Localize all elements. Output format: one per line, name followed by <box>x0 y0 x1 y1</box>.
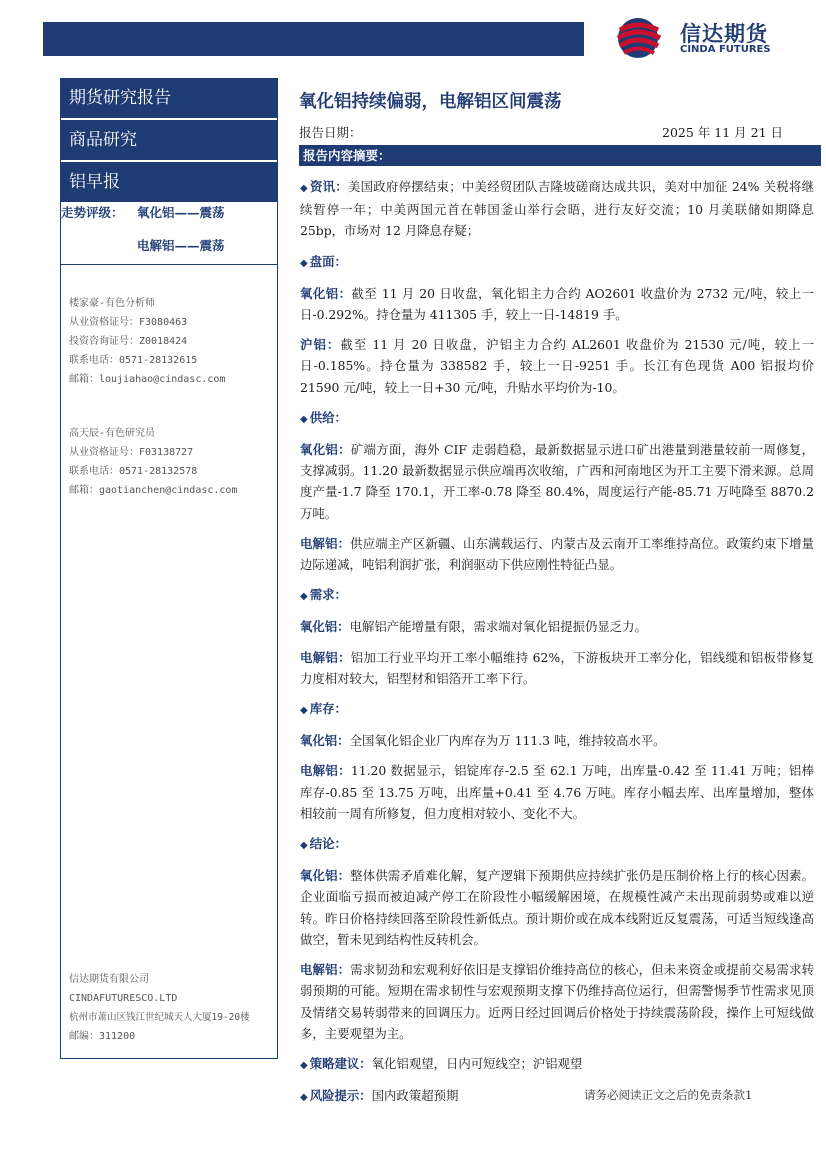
sidebar-block-category: 商品研究 <box>61 120 277 160</box>
analyst-1-name: 楼家豪-有色分析师 <box>69 298 156 309</box>
inventory-heading: 库存： <box>309 701 347 717</box>
market-al-label: 沪铝： <box>300 337 341 353</box>
supply-el-text: 供应端主产区新疆、山东满载运行、内蒙古及云南开工率维持高位。政策约束下增量边际递减，吨铝利润扩张，利润驱动下供应刚性特征凸显。 <box>300 535 815 573</box>
demand-el <box>300 647 814 689</box>
report-date-label: 报告日期： <box>299 125 362 140</box>
inventory-el-label: 电解铝： <box>300 763 351 779</box>
sidebar-block-report-name: 铝早报 <box>61 162 277 202</box>
section-strategy <box>300 1053 814 1076</box>
analyst-1-consult-license: 投资咨询证号：Z0018424 <box>69 336 188 347</box>
section-market-heading <box>300 251 814 274</box>
market-al <box>300 334 814 398</box>
analyst-1 <box>69 294 225 389</box>
diamond-bullet-icon: ◆ <box>300 183 308 194</box>
diamond-bullet-icon: ◆ <box>300 705 308 717</box>
section-conclusion-heading <box>300 833 814 856</box>
inventory-alumina <box>300 730 814 751</box>
supply-el <box>300 533 814 575</box>
inventory-alumina-text: 全国氧化铝企业厂内库存为万 111.3 吨，维持较高水平。 <box>349 733 666 749</box>
diamond-bullet-icon: ◆ <box>300 413 308 425</box>
company-address: 杭州市萧山区钱江世纪城天人大厦19-20楼 <box>69 1012 250 1023</box>
analyst-2-license: 从业资格证号：F03138727 <box>69 447 194 458</box>
supply-el-label: 电解铝： <box>300 535 351 551</box>
analyst-1-email: 邮箱：loujiahao@cindasc.com <box>69 374 226 385</box>
company-info <box>69 970 279 1046</box>
analyst-1-license: 从业资格证号：F3080463 <box>69 317 188 328</box>
supply-alumina-label: 氧化铝： <box>300 442 351 458</box>
inventory-alumina-label: 氧化铝： <box>300 733 350 749</box>
sidebar <box>60 78 278 1059</box>
supply-heading: 供给： <box>309 409 347 425</box>
analyst-2 <box>69 424 237 500</box>
report-content <box>300 176 814 1117</box>
logo-text-en: CINDA FUTURES <box>680 44 771 55</box>
conclusion-el <box>300 959 814 1044</box>
section-demand-heading <box>300 584 814 607</box>
news-text: 美国政府停摆结束；中美经贸团队吉隆坡磋商达成共识，美对中加征 24% 关税将继续暂停一年；中美两国元首在韩国釜山举行会晤，进行友好交流；10 月美联储如期降息 25bp，市场对 12 月降息存疑； <box>300 179 815 239</box>
header-bar <box>43 22 584 56</box>
supply-alumina <box>300 439 814 524</box>
strategy-heading: 策略建议： <box>309 1055 372 1071</box>
logo-globe-icon <box>606 16 670 60</box>
risk-text: 国内政策超预期 <box>371 1088 459 1104</box>
conclusion-heading: 结论： <box>309 836 347 852</box>
diamond-bullet-icon: ◆ <box>300 1092 308 1104</box>
analyst-2-phone: 联系电话：0571-28132578 <box>69 466 198 477</box>
risk-heading: 风险提示： <box>309 1088 372 1104</box>
report-title: 氧化铝持续偏弱，电解铝区间震荡 <box>299 92 562 112</box>
rating-alumina: 氧化铝——震荡 <box>137 205 225 220</box>
sidebar-block-report-type: 期货研究报告 <box>61 78 277 118</box>
analyst-2-name: 高天辰-有色研究员 <box>69 428 156 439</box>
market-al-text: 截至 11 月 20 日收盘，沪铝主力合约 AL2601 收盘价为 21530 元/吨，较上一日-0.185%。持仓量为 338582 手，较上一日-9251 手。长江有色现货 A00 铝报均价 21590 元/吨，较上一日+30 元/吨，升贴水平均价为-10。 <box>300 337 815 395</box>
demand-alumina-text: 电解铝产能增量有限，需求端对氧化铝提振仍显乏力。 <box>349 619 647 635</box>
company-name-en: CINDAFUTURESCO.LTD <box>69 993 178 1004</box>
report-date: 2025 年 11 月 21 日 <box>662 125 783 140</box>
section-news <box>300 176 814 242</box>
demand-el-text: 铝加工行业平均开工率小幅维持 62%，下游板块开工率分化，铝线缆和铝板带修复力度相对较大，铝型材和铝箔开工率下行。 <box>300 649 814 686</box>
inventory-el-text: 11.20 数据显示，铝锭库存-2.5 至 62.1 万吨，出库量-0.42 至 11.41 万吨；铝棒库存-0.85 至 13.75 万吨，出库量+0.41 至 4.76 万吨。库存小幅去库、出库量增加，整体相较前一周有所修复，但力度相对较小、变化不大。 <box>300 763 814 821</box>
diamond-bullet-icon: ◆ <box>300 840 308 852</box>
strategy-text: 氧化铝观望，日内可短线空；沪铝观望 <box>371 1055 583 1071</box>
conclusion-alumina-text: 整体供需矛盾难化解，复产逻辑下预期供应持续扩张仍是压制价格上行的核心因素。企业面临亏损而被迫减产停工在阶段性小幅缓解困境，在规模性减产未出现前弱势或难以逆转。昨日价格持续回落至阶段性新低点。预计期价或在成本线附近反复震荡，可适当短线逢高做空，暂未见到结构性反转机会。 <box>300 868 815 947</box>
inventory-el <box>300 760 814 824</box>
company-postcode: 邮编：311200 <box>69 1031 136 1042</box>
conclusion-el-label: 电解铝： <box>300 962 351 978</box>
market-alumina-label: 氧化铝： <box>300 285 352 301</box>
rating-label: 走势评级： <box>61 205 124 220</box>
section-inventory-heading <box>300 698 814 721</box>
company-logo <box>606 16 806 60</box>
market-alumina-text: 截至 11 月 20 日收盘，氧化铝主力合约 AO2601 收盘价为 2732 元/吨，较上一日-0.292%。持仓量为 411305 手，较上一日-14819 手。 <box>300 285 815 323</box>
supply-alumina-text: 矿端方面，海外 CIF 走弱趋稳，最新数据显示进口矿出港量到港量较前一周修复，支撑减弱。11.20 最新数据显示供应端再次收缩，广西和河南地区为开工主要下滑来源。总周度产量-1.7 降至 170.1，开工率-0.78 降至 80.4%，周度运行产能-85.71 万吨降至 8870.2 万吨。 <box>300 442 814 521</box>
disclaimer-note: 请务必阅读正文之后的免责条款1 <box>584 1088 753 1102</box>
demand-el-label: 电解铝： <box>300 649 351 665</box>
rating-electrolytic-al: 电解铝——震荡 <box>137 238 225 253</box>
demand-heading: 需求： <box>309 587 347 603</box>
demand-alumina <box>300 616 814 637</box>
conclusion-el-text: 需求韧劲和宏观利好依旧是支撑铝价维持高位的核心，但未来资金或提前交易需求转弱预期的可能。短期在需求韧性与宏观预期支撑下仍维持高位运行，但需警惕季节性需求见顶及情绪交易转弱带来的回调压力。近两日经过回调后价格处于持续震荡阶段，操作上可短线做多，主要观望为主。 <box>300 962 815 1041</box>
sidebar-divider <box>61 264 277 265</box>
summary-heading: 报告内容摘要： <box>299 145 821 166</box>
logo-text-cn: 信达期货 <box>680 22 768 46</box>
conclusion-alumina <box>300 865 814 950</box>
analyst-1-phone: 联系电话：0571-28132615 <box>69 355 198 366</box>
demand-alumina-label: 氧化铝： <box>300 619 350 635</box>
company-name: 信达期货有限公司 <box>69 974 149 985</box>
analyst-2-email: 邮箱：gaotianchen@cindasc.com <box>69 485 238 496</box>
diamond-bullet-icon: ◆ <box>300 591 308 603</box>
diamond-bullet-icon: ◆ <box>300 257 308 269</box>
diamond-bullet-icon: ◆ <box>300 1059 308 1071</box>
conclusion-alumina-label: 氧化铝： <box>300 868 351 884</box>
section-supply-heading <box>300 407 814 430</box>
report-date-row <box>299 123 821 141</box>
market-alumina <box>300 283 814 325</box>
market-heading: 盘面： <box>309 253 347 269</box>
news-heading: 资讯： <box>309 179 348 194</box>
